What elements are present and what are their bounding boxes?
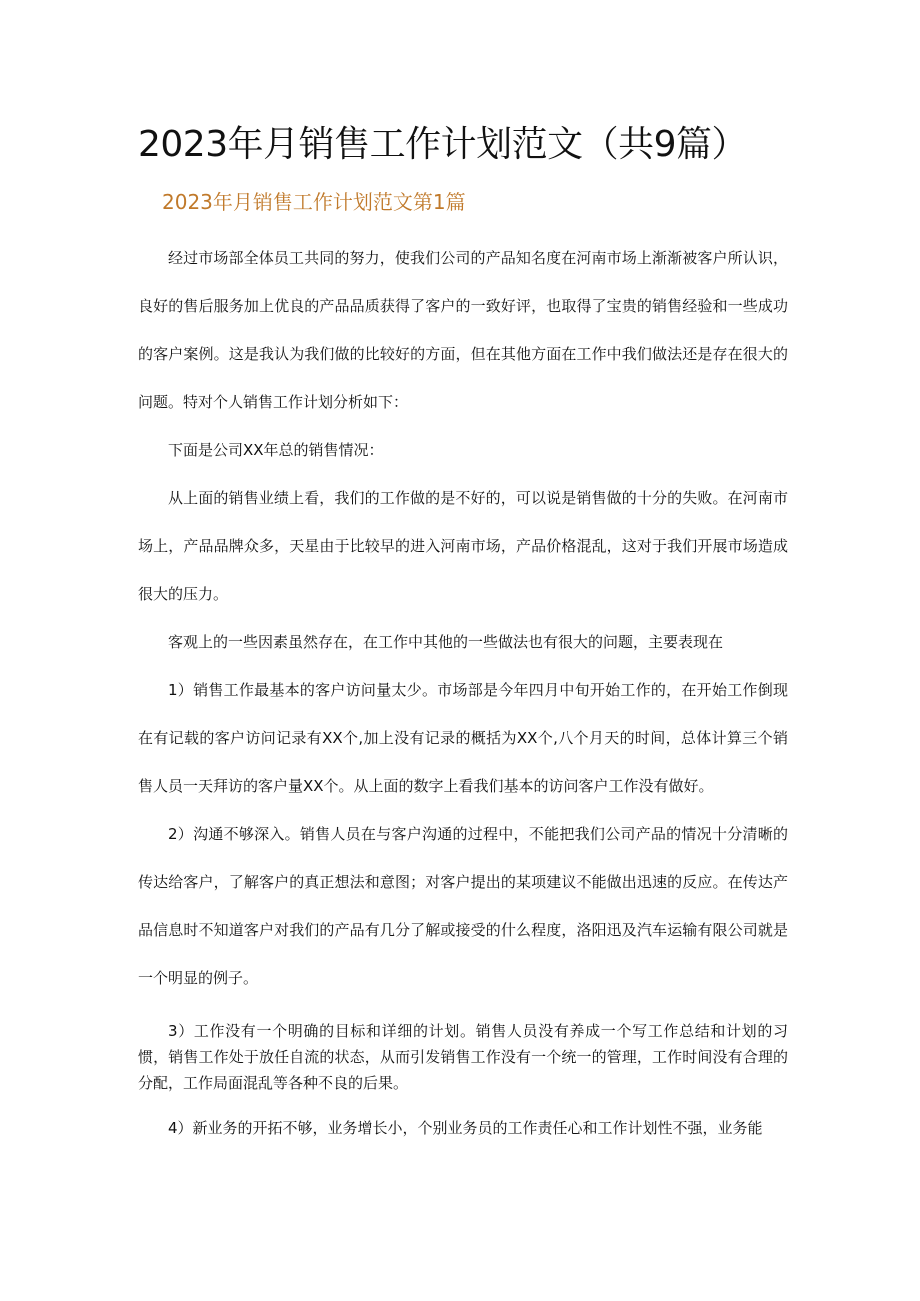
paragraph-point-4: 4）新业务的开拓不够，业务增长小，个别业务员的工作责任心和工作计划性不强，业务能 [168,1119,763,1137]
paragraph-intro: 经过市场部全体员工共同的努力，使我们公司的产品知名度在河南市场上渐渐被客户所认识，良好的售后服务加上优良的产品品质获得了客户的一致好评，也取得了宝贵的销售经验和一些成功的客户案例。这是我认为我们做的比较好的方面，但在其他方面在工作中我们做法还是存在很大的问题。特对个人销售工作计划分析如下： [138,249,788,411]
paragraph-point-3: 3）工作没有一个明确的目标和详细的计划。销售人员没有养成一个写工作总结和计划的习惯，销售工作处于放任自流的状态，从而引发销售工作没有一个统一的管理，工作时间没有合理的分配，工作局面混乱等各种不良的后果。 [138,1022,788,1092]
paragraph-sales-performance: 从上面的销售业绩上看，我们的工作做的是不好的，可以说是销售做的十分的失败。在河南市场上，产品品牌众多，天星由于比较早的进入河南市场，产品价格混乱，这对于我们开展市场造成很大的压力。 [138,489,788,603]
section-title: 2023年月销售工作计划范文第1篇 [162,190,466,214]
paragraph-problems-intro: 客观上的一些因素虽然存在，在工作中其他的一些做法也有很大的问题，主要表现在 [168,633,724,651]
paragraph-sales-summary-heading: 下面是公司XX年总的销售情况： [168,441,384,459]
paragraph-point-1: 1）销售工作最基本的客户访问量太少。市场部是今年四月中旬开始工作的，在开始工作倒现在有记载的客户访问记录有XX个,加上没有记录的概括为XX个,八个月天的时间，总体计算三个销售人员一天拜访的客户量XX个。从上面的数字上看我们基本的访问客户工作没有做好。 [138,681,788,795]
paragraph-point-2: 2）沟通不够深入。销售人员在与客户沟通的过程中，不能把我们公司产品的情况十分清晰的传达给客户，了解客户的真正想法和意图；对客户提出的某项建议不能做出迅速的反应。在传达产品信息时不知道客户对我们的产品有几分了解或接受的什么程度，洛阳迅及汽车运输有限公司就是一个明显的例子。 [138,825,788,987]
document-title: 2023年月销售工作计划范文（共9篇） [138,124,748,165]
